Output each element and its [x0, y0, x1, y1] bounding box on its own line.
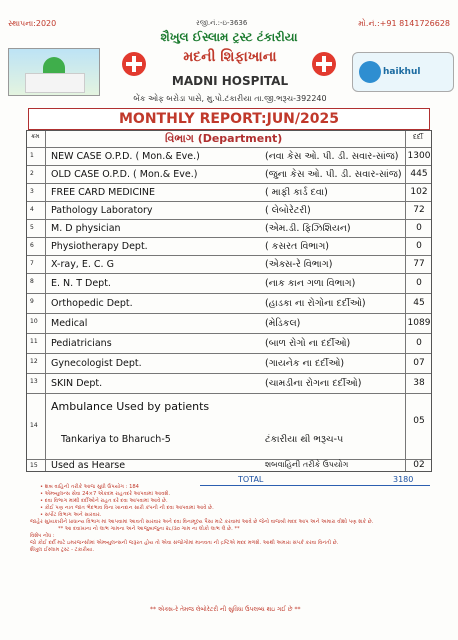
hospital-building-image: [8, 48, 100, 96]
row-department-english: M. D physician: [51, 223, 121, 234]
row-department-gujarati: ( કસરત વિભાગ): [265, 241, 329, 252]
report-title: MONTHLY REPORT:JUN/2025: [28, 108, 430, 130]
col-header-number: ક્રમ: [31, 133, 40, 140]
row-department-english: Pediatricians: [51, 338, 112, 349]
registration-text: રજી.નં.:-ઇ-3636: [196, 19, 248, 27]
row-department-english: Pathology Laboratory: [51, 205, 153, 216]
row-department-gujarati: (મેડિકલ): [265, 318, 301, 329]
row-patient-count: 0: [416, 278, 422, 288]
table-row: [27, 373, 431, 394]
table-row: [27, 201, 431, 220]
row-department-gujarati: (એમ.ડી. ફિઝિશિયન): [265, 223, 351, 234]
ambulance-count: 05: [413, 416, 425, 426]
table-row: [27, 147, 431, 166]
col-header-department: વિભાગ (Department): [165, 132, 283, 145]
table-row: [27, 273, 431, 294]
row-number: 8: [30, 278, 34, 285]
row-number: 5: [30, 224, 34, 231]
sunday-note: ** આ દવાખાના નો લાભ ગામના અને આજુબાજુના ૨૮/૩૦ ગામ ના લોકો લાભ લે છે. **: [58, 526, 240, 532]
row-department-english: NEW CASE O.P.D. ( Mon.& Eve.): [51, 151, 200, 162]
table-row: [27, 353, 431, 374]
note-item: • સર્પોટ વિભાગ અને સારવાર.: [40, 512, 102, 518]
row-patient-count: 445: [410, 169, 428, 179]
total-label: TOTAL: [238, 475, 264, 484]
table-row-hearse: [27, 459, 431, 472]
ambulance-route-english: Tankariya to Bharuch-5: [61, 434, 171, 445]
row-department-english: OLD CASE O.P.D. ( Mon.& Eve.): [51, 169, 198, 180]
logo-circle-icon: [359, 61, 381, 83]
table-row: [27, 333, 431, 354]
table-header-row: [27, 131, 431, 147]
logo-text: haikhul: [383, 67, 421, 77]
special-note-text: જો કોઈ દર્દી માટે ઇમરજન્સીમાં એમ્બ્યુલન્સની જરૂરત હોય તો એવા સંજોગોમાં માનવતા ની દ્રષ્ટિએ મદદ મળશે. આથી અમારા સંપર્ક કરવા વિનંતી છે.: [30, 540, 339, 546]
row-patient-count: 77: [413, 259, 425, 269]
row-department-english: Physiotherapy Dept.: [51, 241, 148, 252]
table-row: [27, 255, 431, 274]
signature-text: શૈખુલ ઈસ્લામ ટ્રસ્ટ - ટંકારીયા.: [30, 547, 94, 553]
hospital-address: બેંક ઓફ બરોડા પાસે, મુ.પો.ટંકારીયા તા.જી.ભરૂચ-392240: [133, 94, 327, 103]
footer-note: ** એક્સ-રે તેમજ લેબોરેટરી ની સુવિધા ઉપલબ્ધ થઇ ગઈ છે **: [150, 606, 301, 613]
row-number: 13: [30, 378, 38, 385]
row-patient-count: 38: [413, 378, 425, 388]
medical-cross-icon-right: [312, 52, 336, 76]
row-number: 2: [30, 170, 34, 177]
table-row: [27, 219, 431, 238]
row-patient-count: 0: [416, 223, 422, 233]
row-number: 10: [30, 318, 38, 325]
row-department-gujarati: (બાળ રોગો ના દર્દીઓ): [265, 338, 351, 349]
special-note-title: વિશેષ નોંધ :: [30, 533, 55, 539]
established-text: સ્થાપના:2020: [8, 19, 57, 28]
row-department-english: SKIN Dept.: [51, 378, 103, 389]
hearse-english: Used as Hearse: [51, 460, 126, 471]
row-number: 1: [30, 152, 34, 159]
note-item: • શબ વાહિની તરીકે આજ સુધી ઉપયોગ : 184: [40, 484, 139, 490]
medical-cross-icon-left: [122, 52, 146, 76]
row-department-english: Orthopedic Dept.: [51, 298, 133, 309]
ambulance-route-gujarati: ટંકારીયા થી ભરૂચ-૫: [265, 434, 344, 445]
department-table: [26, 130, 432, 472]
row-department-gujarati: (જુના કેસ ઓ. પી. ડી. સવાર-સાંજ): [265, 169, 402, 180]
row-department-gujarati: ( માફી કાર્ડ દવા): [265, 187, 328, 198]
note-item: • એમ્બ્યુલન્સ સેવા 24×7 એકદમ રાહતદરે આપવામાં આવશે.: [40, 491, 171, 497]
row-number: 11: [30, 338, 38, 345]
hospital-name-english: MADNI HOSPITAL: [171, 74, 289, 88]
row-department-english: Gynecologist Dept.: [51, 358, 142, 369]
row-number: 7: [30, 260, 34, 267]
row-patient-count: 07: [413, 358, 425, 368]
row-department-gujarati: (ગાયનેક ના દર્દીઓ): [265, 358, 345, 369]
row-patient-count: 102: [410, 187, 428, 197]
note-list: [30, 484, 430, 519]
table-row: [27, 293, 431, 314]
table-row: [27, 237, 431, 256]
table-row: [27, 313, 431, 334]
row-department-english: E. N. T Dept.: [51, 278, 111, 289]
table-row: [27, 183, 431, 202]
row-number: 14: [30, 422, 38, 429]
table-row: [27, 165, 431, 184]
trust-logo: [352, 52, 454, 92]
ambulance-title: Ambulance Used by patients: [51, 400, 210, 413]
table-row-ambulance: [27, 393, 431, 460]
notes-section: [30, 484, 430, 554]
row-patient-count: 72: [413, 205, 425, 215]
header-top-line: [4, 8, 454, 28]
row-department-english: X-ray, E. C. G: [51, 259, 114, 270]
row-department-english: FREE CARD MEDICINE: [51, 187, 156, 198]
hospital-name-gujarati: મદની શિફાખાના: [183, 49, 277, 65]
row-patient-count: 1089: [407, 318, 431, 328]
row-department-gujarati: ( લેબોરેટરી): [265, 205, 311, 216]
row-patient-count: 0: [416, 338, 422, 348]
row-patient-count: 0: [416, 241, 422, 251]
appeal-text: જાહેર સુખાકારીને પ્રાધાન્ય વિભાગ માં આપવામાં આવતી સારવાર અને દવા વિનામૂલ્ય પૈસા માટે કરવામાં આવે છે જેનો વાજબી મદદ આપ અને અમારા વીશો પણ શકે છે.: [30, 519, 374, 525]
dome-shape: [43, 57, 65, 73]
col-header-patients: દર્દી: [413, 133, 423, 141]
note-item: • કોઈ પણ નાત જાત ભેદભાવ વિના ખાનદાન સારી કંપની ની દવા આપવામાં આવે છે.: [40, 505, 214, 511]
row-department-gujarati: (નવા કેસ ઓ. પી. ડી. સવાર-સાંજ): [265, 151, 399, 162]
hearse-count: 02: [413, 460, 425, 470]
row-department-gujarati: (નાક કાન ગળા વિભાગ): [265, 278, 356, 289]
row-department-gujarati: (હાડકા ના રોગોના દર્દીઓ): [265, 298, 366, 309]
mobile-text: મો.નં.:+91 8141726628: [358, 19, 450, 28]
row-number: 4: [30, 206, 34, 213]
row-number: 3: [30, 188, 34, 195]
row-patient-count: 45: [413, 298, 425, 308]
row-patient-count: 1300: [407, 151, 431, 161]
row-department-gujarati: (એક્સ-રે વિભાગ): [265, 259, 333, 270]
row-number: 15: [30, 462, 38, 469]
row-number: 12: [30, 358, 38, 365]
total-value: 3180: [393, 475, 414, 484]
row-department-english: Medical: [51, 318, 88, 329]
row-department-gujarati: (ચામડીના રોગના દર્દીઓ): [265, 378, 362, 389]
hearse-gujarati: શબવાહિની તરીકે ઉપયોગ: [265, 460, 349, 469]
trust-name: શૈખુલ ઈસ્લામ ટ્રસ્ટ ટંકારીયા: [160, 30, 298, 44]
row-number: 9: [30, 298, 34, 305]
building-shape: [25, 73, 85, 93]
note-item: • દવા વિભાગ માંથી દર્દીઓને રાહત દરે દવા આપવામાં આવે છે.: [40, 498, 168, 504]
row-number: 6: [30, 242, 34, 249]
